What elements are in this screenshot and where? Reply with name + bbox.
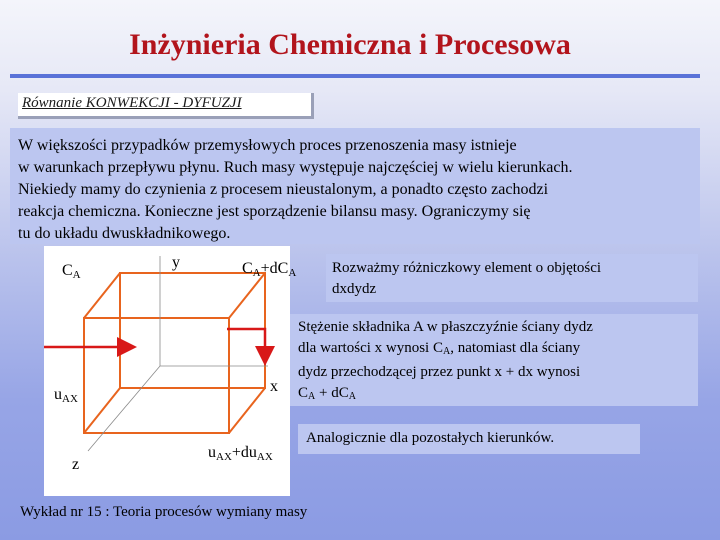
outflow-arrow	[227, 329, 265, 361]
intro-line: Niekiedy mamy do czynienia z procesem nieustalonym, a ponadto często zachodzi	[18, 181, 549, 198]
intro-paragraph	[10, 128, 700, 244]
label-ca-dca: $C_A+dC_A$	[242, 260, 297, 279]
intro-line: tu do układu dwuskładnikowego.	[18, 225, 231, 242]
footer-lecture: Wykład nr 15 : Teoria procesów wymiany masy	[20, 504, 308, 520]
intro-line: w warunkach przepływu płynu. Ruch masy występuje najczęściej w wielu kierunkach.	[18, 159, 573, 176]
subtitle: Równanie KONWEKCJI - DYFUZJI	[22, 95, 242, 111]
concentration-line: dla wartości x wynosi $C_A$, natomiast dla ściany	[298, 340, 581, 357]
slide-title: Inżynieria Chemiczna i Procesowa	[129, 28, 571, 61]
label-z-axis: z	[72, 456, 80, 473]
intro-line: W większości przypadków przemysłowych proces przenoszenia masy istnieje	[18, 137, 517, 154]
cube-edge	[229, 388, 265, 433]
concentration-line: Stężenie składnika A w płaszczyźnie ściany dydz	[298, 319, 593, 335]
intro-line: reakcja chemiczna. Konieczne jest sporządzenie bilansu masy. Ograniczymy się	[18, 203, 531, 220]
label-x-axis: x	[270, 378, 278, 395]
label-uax-duax: $u_{AX}+du_{AX}$	[208, 444, 273, 463]
concentration-line: dydz przechodzącej przez punkt x + dx wynosi	[298, 364, 581, 380]
subtitle-box	[18, 93, 314, 119]
element-box-line: dxdydz	[332, 281, 377, 297]
cube-edge	[84, 388, 120, 433]
title-underline	[10, 74, 700, 78]
cube-back-face	[120, 273, 265, 388]
element-box-line: Rozważmy różniczkowy element o objętości	[332, 260, 602, 276]
label-ca: $C_A$	[62, 262, 81, 281]
analog-box	[298, 424, 640, 454]
label-y-axis: y	[172, 254, 180, 271]
cube-edge	[84, 273, 120, 318]
element-volume-box	[326, 254, 698, 302]
cube-edge	[229, 273, 265, 318]
label-uax: $u_{AX}$	[54, 386, 78, 405]
concentration-box	[290, 314, 698, 406]
z-axis-line	[88, 366, 160, 451]
concentration-line: $C_A + dC_A$	[298, 385, 356, 402]
analog-text: Analogicznie dla pozostałych kierunków.	[306, 430, 555, 446]
cube-front-face	[84, 318, 229, 433]
